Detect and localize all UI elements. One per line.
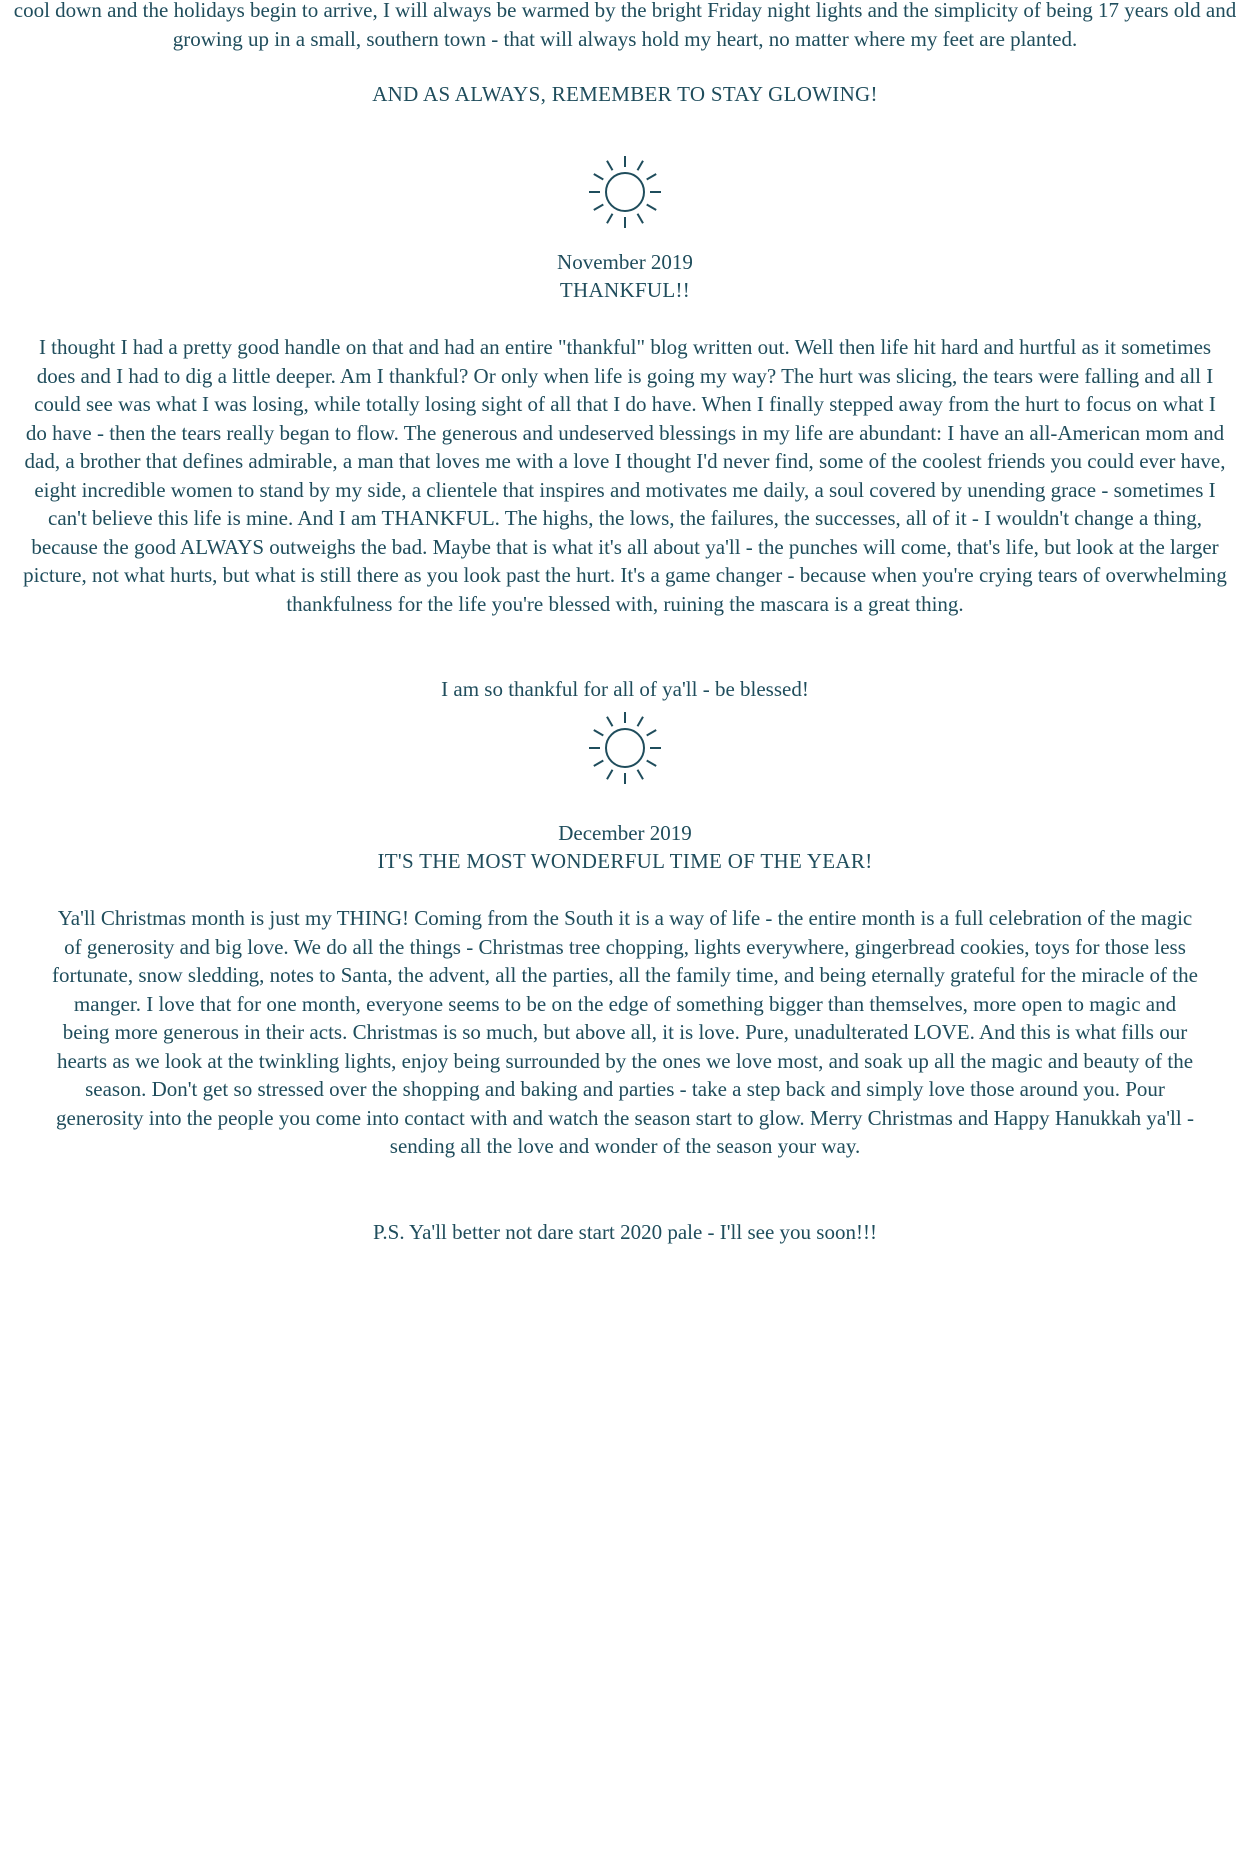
post-date: December 2019: [558, 821, 692, 845]
post-closing-line: P.S. Ya'll better not dare start 2020 pale - I'll see you soon!!!: [373, 1220, 877, 1244]
post-date: November 2019: [557, 250, 693, 274]
intro-closing-line: AND AS ALWAYS, REMEMBER TO STAY GLOWING!: [372, 82, 878, 106]
sun-icon-graphic: [585, 152, 665, 232]
post-title: THANKFUL!!: [559, 278, 691, 302]
intro-paragraph: cool down and the holidays begin to arrive, I will always be warmed by the bright Friday night lights and the simplicity of being 17 years old and growing up in a small, southern town - that will always hold my heart, no matter where my feet are planted.: [13, 0, 1237, 51]
post-body: Ya'll Christmas month is just my THING! Coming from the South it is a way of life - the entire month is a full celebration of the magic of generosity and big love. We do all the things - Christmas tree chopping, lights everywhere, gingerbread cookies, toys for those less fortunate, snow sledding, notes to Santa, the advent, all the parties, all the family time, and being eternally grateful for the miracle of the manger. I love that for one month, everyone seems to be on the edge of something bigger than themselves, more open to magic and being more generous in their acts. Christmas is so much, but above all, it is love. Pure, unadulterated LOVE. And this is what fills our hearts as we look at the twinkling lights, enjoy being surrounded by the ones we love most, and soak up all the magic and beauty of the season. Don't get so stressed over the shopping and baking and parties - take a step back and simply love those around you. Pour generosity into the people you come into contact with and watch the season start to glow. Merry Christmas and Happy Hanukkah ya'll - sending all the love and wonder of the season your way.: [52, 906, 1198, 1158]
post-body: I thought I had a pretty good handle on that and had an entire "thankful" blog written out. Well then life hit hard and hurtful as it sometimes does and I had to dig a little deeper. Am I thankful? Or only when life is going my way? The hurt was slicing, the tears were falling and all I could see was what I was losing, while totally losing sight of all that I do have. When I finally stepped away from the hurt to focus on what I do have - then the tears really began to flow. The generous and undeserved blessings in my life are abundant: I have an all-American mom and dad, a brother that defines admirable, a man that loves me with a love I thought I'd never find, some of the coolest friends you could ever have, eight incredible women to stand by my side, a clientele that inspires and motivates me daily, a soul covered by unending grace - sometimes I can't believe this life is mine. And I am THANKFUL. The highs, the lows, the failures, the successes, all of it - I wouldn't change a thing, because the good ALWAYS outweighs the bad. Maybe that is what it's all about ya'll - the punches will come, that's life, but look at the larger picture, not what hurts, but what is still there as you look past the hurt. It's a game changer - because when you're crying tears of overwhelming thankfulness for the life you're blessed with, ruining the mascara is a great thing.: [23, 335, 1227, 616]
post-closing-line: I am so thankful for all of ya'll - be blessed!: [441, 677, 809, 701]
sun-icon: [585, 708, 665, 788]
post-title: IT'S THE MOST WONDERFUL TIME OF THE YEAR!: [377, 849, 873, 873]
sun-icon-graphic: [585, 708, 665, 788]
sun-icon: [585, 152, 665, 232]
